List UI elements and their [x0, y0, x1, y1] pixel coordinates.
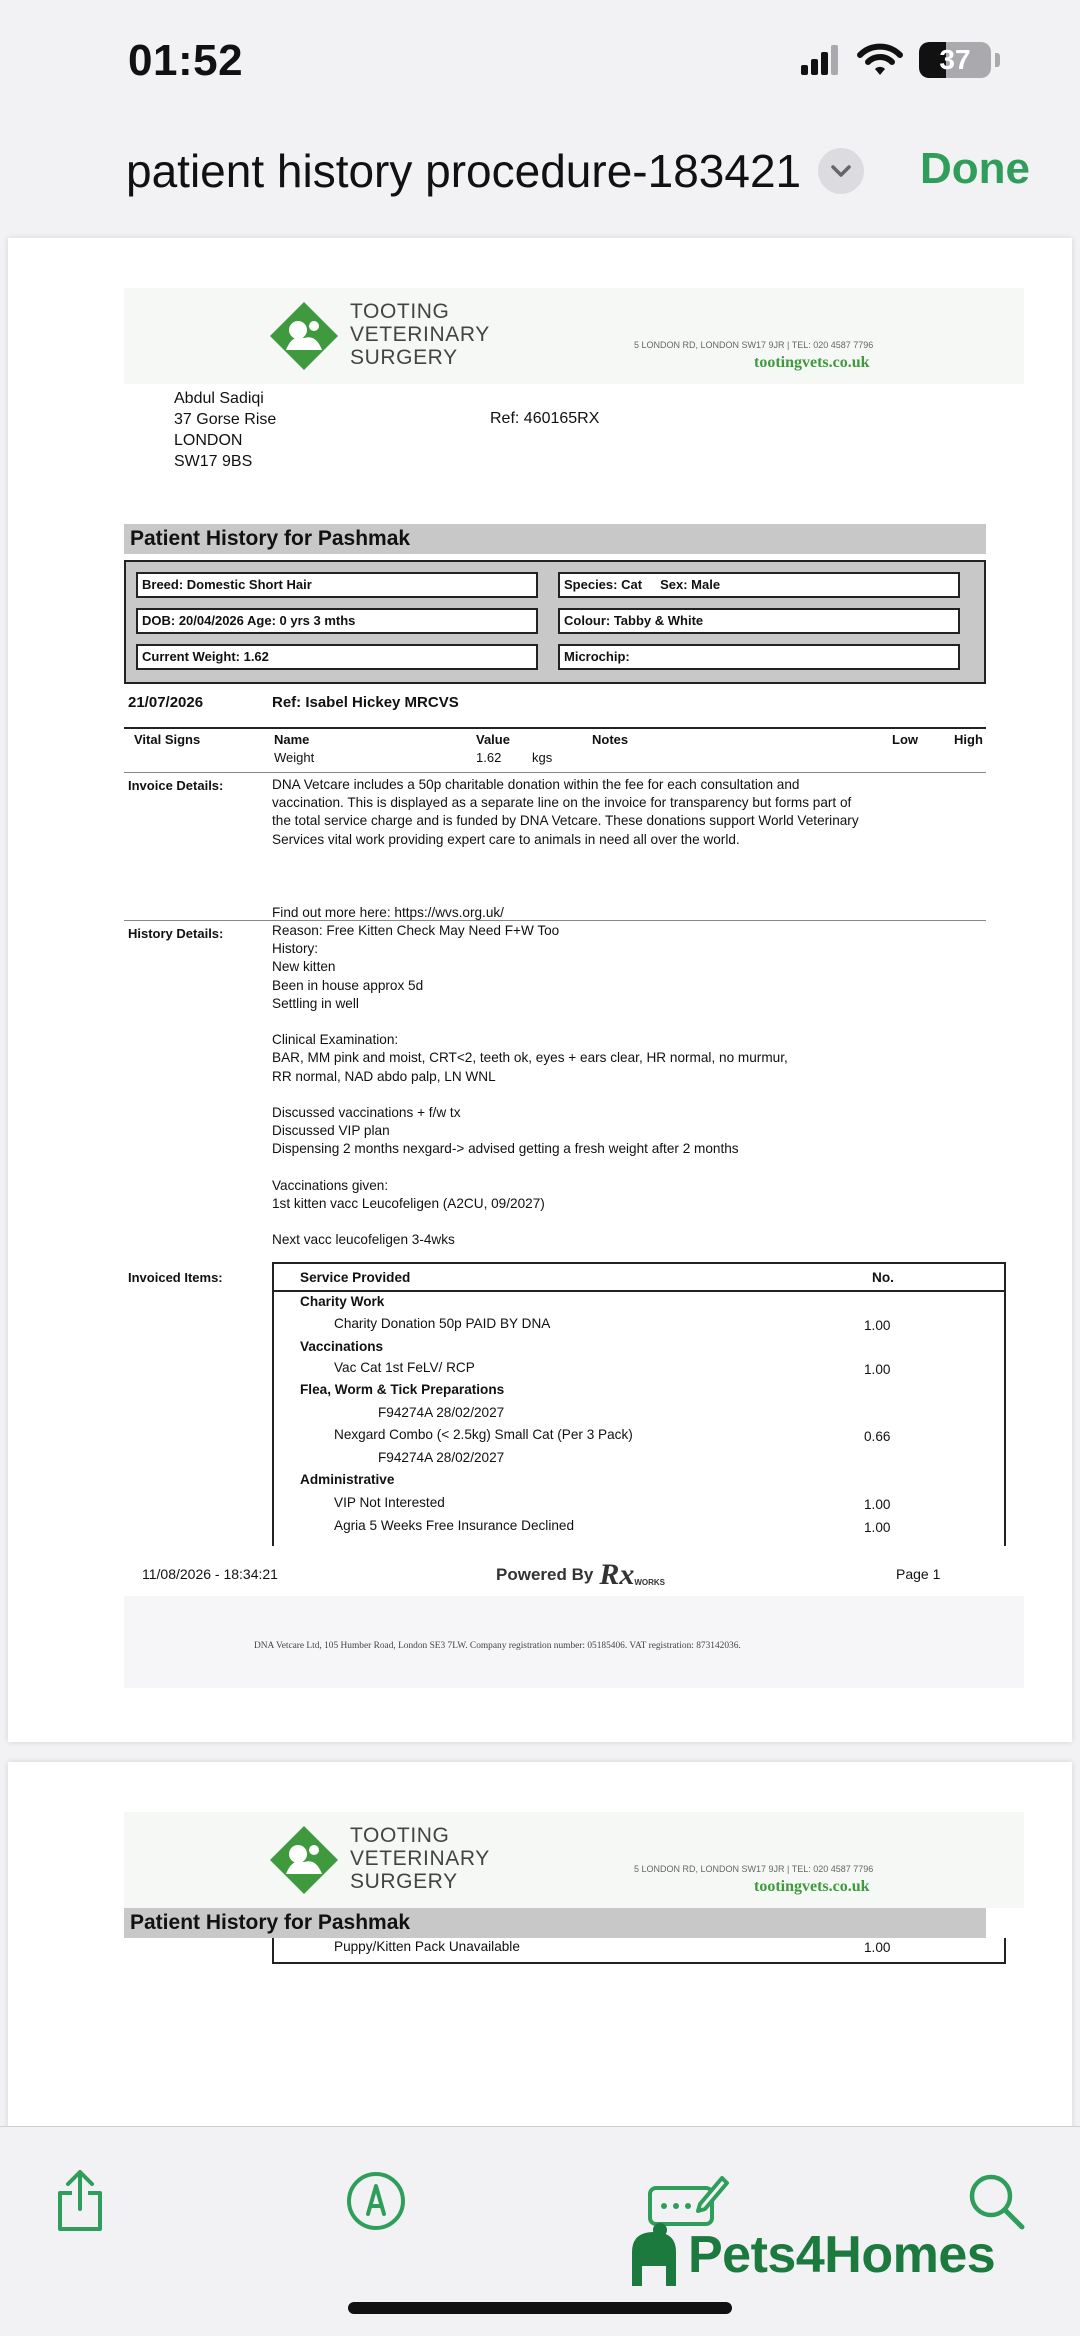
history-line	[272, 1213, 788, 1231]
practice-website: tootingvets.co.uk	[754, 1878, 870, 1895]
nav-bar	[0, 130, 1080, 220]
invoice-item: Vac Cat 1st FeLV/ RCP	[334, 1360, 475, 1375]
history-line: Discussed VIP plan	[272, 1123, 390, 1139]
divider	[124, 920, 986, 921]
document-page-2[interactable]	[8, 1762, 1072, 2132]
microchip-field: Microchip:	[558, 644, 960, 670]
patient-heading: Patient History for Pashmak	[124, 524, 986, 554]
vitals-header-value: Value	[476, 732, 510, 747]
share-icon	[52, 2169, 108, 2233]
vitals-header-notes: Notes	[592, 732, 629, 747]
practice-name-line: TOOTING	[350, 1824, 450, 1847]
history-line: Vaccinations given:	[272, 1177, 389, 1193]
history-line: New kitten	[272, 959, 336, 975]
practice-name-line: SURGERY	[350, 1870, 458, 1893]
rxworks-logo: Rx	[599, 1558, 635, 1591]
species-value: Species: Cat	[564, 577, 643, 592]
practice-name	[350, 1824, 490, 1893]
invoiced-items-label: Invoiced Items:	[128, 1270, 223, 1285]
powered-by-rxworks	[496, 1558, 665, 1592]
history-details-label: History Details:	[128, 926, 224, 941]
history-line: Next vacc leucofeligen 3-4wks	[272, 1232, 455, 1248]
history-line	[272, 1159, 788, 1177]
practice-logo-icon	[268, 300, 340, 372]
vital-unit: kgs	[532, 750, 553, 765]
history-line	[272, 1013, 788, 1031]
invoice-item: VIP Not Interested	[334, 1495, 445, 1510]
history-line: 1st kitten vacc Leucofeligen (A2CU, 09/2027)	[272, 1196, 545, 1211]
invoice-category: Vaccinations	[300, 1339, 384, 1354]
client-ref: Ref: 460165RX	[490, 410, 600, 427]
client-address-line: SW17 9BS	[174, 453, 253, 470]
vital-name: Weight	[274, 750, 315, 765]
title-menu-button[interactable]	[818, 148, 864, 194]
divider	[124, 727, 986, 729]
dob-age-field: DOB: 20/04/2026 Age: 0 yrs 3 mths	[136, 608, 538, 634]
history-line: Settling in well	[272, 995, 359, 1011]
history-line: History:	[272, 941, 319, 957]
colour-field: Colour: Tabby & White	[558, 608, 960, 634]
share-button[interactable]	[42, 2163, 118, 2239]
history-details-text	[272, 922, 788, 1250]
pets4homes-watermark	[626, 2222, 995, 2288]
practice-address: 5 LONDON RD, LONDON SW17 9JR | TEL: 020 4587 7796	[634, 340, 874, 350]
header-service: Service Provided	[300, 1270, 411, 1285]
letterhead	[124, 288, 1024, 384]
done-button[interactable]: Done	[920, 144, 1030, 193]
invoice-qty: 1.00	[864, 1318, 891, 1333]
invoice-batch: F94274A 28/02/2027	[378, 1450, 505, 1465]
practice-name-line: SURGERY	[350, 346, 458, 369]
document-page-1[interactable]	[8, 238, 1072, 1742]
status-bar	[0, 0, 1080, 120]
markup-icon	[345, 2170, 407, 2232]
vitals-header-name: Name	[274, 732, 310, 747]
history-line: Discussed vaccinations + f/w tx	[272, 1105, 461, 1120]
practice-address: 5 LONDON RD, LONDON SW17 9JR | TEL: 020 4587 7796	[634, 1864, 874, 1874]
breed-field: Breed: Domestic Short Hair	[136, 572, 538, 598]
pets4homes-logo-icon	[626, 2222, 684, 2288]
history-line: RR normal, NAD abdo palp, LN WNL	[272, 1068, 496, 1084]
invoice-item: Agria 5 Weeks Free Insurance Declined	[334, 1518, 575, 1533]
battery-cap	[995, 53, 1000, 67]
practice-logo-icon	[268, 1824, 340, 1896]
cellular-signal-icon	[801, 45, 841, 75]
invoice-details-text: DNA Vetcare includes a 50p charitable donation within the fee for each consultation and vaccination. This is displayed as a separate line on the invoice for transparency but forms part of the total service charge and is funded by DNA Vetcare. These donations support World Veterinary Services vital work providing expert care to animals in need all over the world.	[272, 777, 859, 847]
status-time: 01:52	[128, 36, 244, 85]
history-line	[272, 1086, 788, 1104]
practice-name-line: TOOTING	[350, 300, 450, 323]
patient-heading: Patient History for Pashmak	[124, 1908, 986, 1938]
weight-field: Current Weight: 1.62	[136, 644, 538, 670]
invoice-item: Puppy/Kitten Pack Unavailable	[334, 1939, 520, 1954]
status-icons	[801, 42, 1000, 78]
battery-level: 37	[939, 44, 971, 75]
invoice-category: Administrative	[300, 1472, 395, 1487]
visit-date: 21/07/2026	[128, 694, 204, 711]
invoiced-table-header	[274, 1264, 1004, 1292]
divider	[124, 772, 986, 773]
letterhead	[124, 1812, 1024, 1908]
watermark-text: Pets4Homes	[688, 2226, 996, 2284]
invoice-qty: 1.00	[864, 1940, 891, 1955]
print-timestamp: 11/08/2026 - 18:34:21	[142, 1566, 278, 1582]
header-qty: No.	[872, 1270, 894, 1285]
practice-name	[350, 300, 490, 369]
wvs-link-text: Find out more here: https://wvs.org.uk/	[272, 905, 504, 920]
client-name: Abdul Sadiqi	[174, 390, 264, 407]
invoice-category: Charity Work	[300, 1294, 385, 1309]
vital-value: 1.62	[476, 750, 502, 765]
history-line: Dispensing 2 months nexgard-> advised getting a fresh weight after 2 months	[272, 1141, 739, 1157]
vitals-header-high: High	[954, 732, 983, 747]
visit-vet-ref: Ref: Isabel Hickey MRCVS	[272, 694, 459, 711]
invoiced-items-table	[272, 1262, 1006, 1546]
invoice-item: Nexgard Combo (< 2.5kg) Small Cat (Per 3 Pack)	[334, 1427, 633, 1442]
invoice-details-label: Invoice Details:	[128, 778, 224, 793]
invoice-qty: 1.00	[864, 1362, 891, 1377]
practice-name-line: VETERINARY	[350, 323, 490, 346]
vital-signs-label: Vital Signs	[134, 732, 201, 747]
markup-button[interactable]	[338, 2163, 414, 2239]
invoice-qty: 1.00	[864, 1497, 891, 1512]
home-indicator[interactable]	[348, 2302, 732, 2314]
history-line: Clinical Examination:	[272, 1032, 399, 1048]
patient-info-grid	[124, 560, 986, 684]
species-sex-field	[558, 572, 960, 598]
practice-name-line: VETERINARY	[350, 1847, 490, 1870]
history-line: BAR, MM pink and moist, CRT<2, teeth ok, eyes + ears clear, HR normal, no murmur,	[272, 1050, 788, 1066]
page-number: Page 1	[896, 1566, 941, 1582]
invoice-category: Flea, Worm & Tick Preparations	[300, 1382, 505, 1397]
sex-value: Sex: Male	[660, 577, 721, 592]
vitals-header-low: Low	[892, 732, 918, 747]
battery-icon	[919, 42, 991, 78]
practice-website: tootingvets.co.uk	[754, 354, 870, 371]
invoice-item: Charity Donation 50p PAID BY DNA	[334, 1316, 551, 1331]
history-line: Reason: Free Kitten Check May Need F+W Too	[272, 923, 560, 938]
client-address-line: LONDON	[174, 432, 243, 449]
invoice-qty: 0.66	[864, 1429, 891, 1444]
rxworks-logo-suffix: WORKS	[634, 1577, 665, 1587]
document-title[interactable]: patient history procedure-183421	[126, 145, 802, 197]
wifi-icon	[857, 43, 903, 77]
invoiced-items-table-continued	[272, 1938, 1006, 1964]
chevron-down-icon	[830, 164, 852, 178]
powered-by-text: Powered By	[496, 1565, 594, 1584]
invoice-batch: F94274A 28/02/2027	[378, 1405, 505, 1420]
history-line: Been in house approx 5d	[272, 977, 424, 993]
client-address-block	[174, 388, 276, 472]
invoice-qty: 1.00	[864, 1520, 891, 1535]
company-legal-text: DNA Vetcare Ltd, 105 Humber Road, London SE3 7LW. Company registration number: 05185406. VAT registration: 873142036.	[254, 1641, 741, 1651]
client-address-line: 37 Gorse Rise	[174, 411, 277, 428]
